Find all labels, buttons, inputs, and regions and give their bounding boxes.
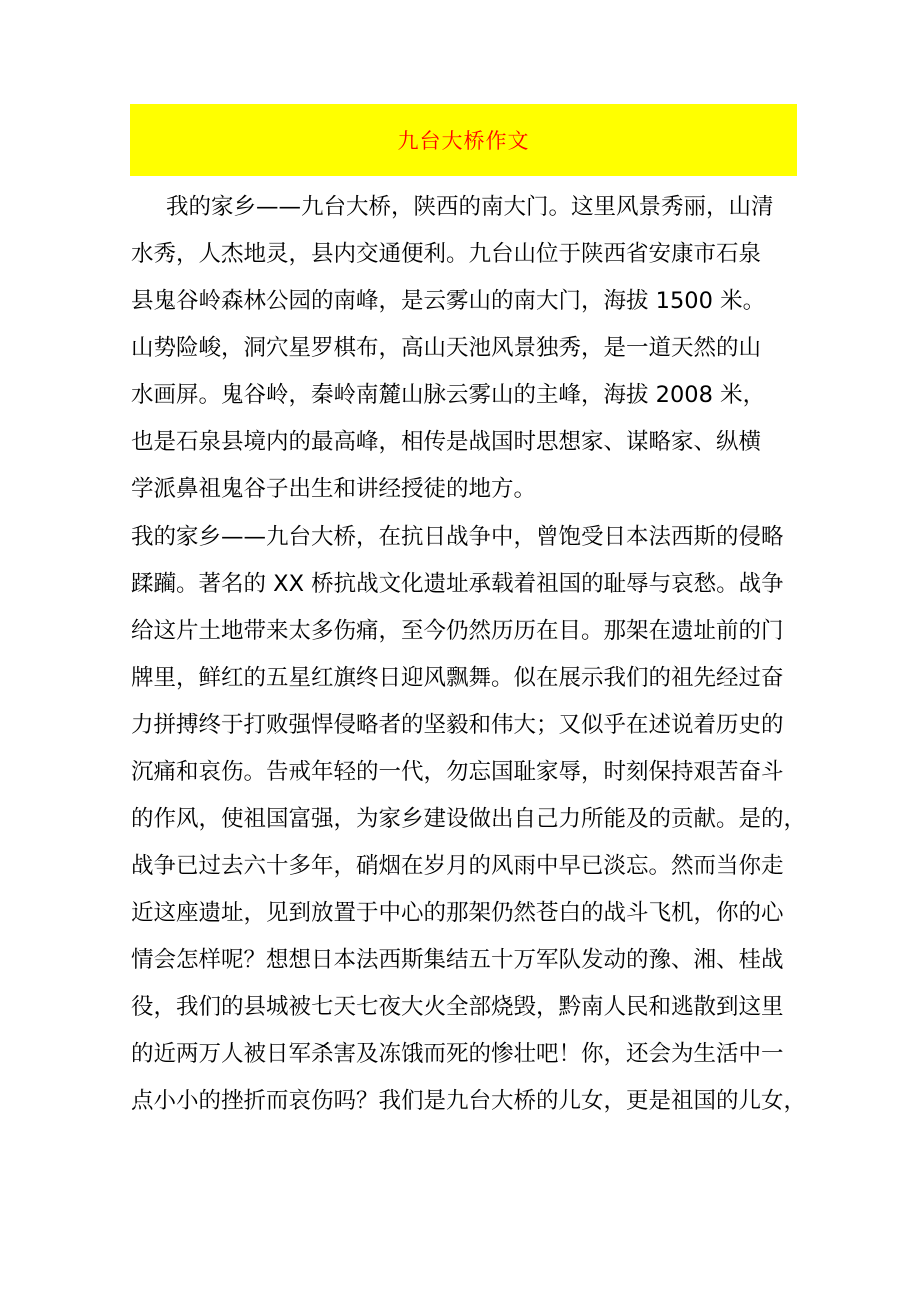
- title-highlight-band: [130, 104, 797, 176]
- paragraph-2-line-5: 力拼搏终于打败强悍侵略者的坚毅和伟大；又似乎在述说着历史的: [131, 712, 784, 738]
- paragraph-2-line-4: 牌里，鲜红的五星红旗终日迎风飘舞。似在展示我们的祖先经过奋: [131, 665, 784, 691]
- paragraph-2-line-9: 近这座遗址，见到放置于中心的那架仍然苍白的战斗飞机，你的心: [131, 900, 784, 926]
- paragraph-1-line-2: 水秀，人杰地灵，县内交通便利。九台山位于陕西省安康市石泉: [131, 241, 762, 267]
- paragraph-2-line-7: 的作风，使祖国富强，为家乡建设做出自己力所能及的贡献。是的，: [131, 806, 807, 832]
- document-title: 九台大桥作文: [397, 129, 530, 153]
- paragraph-2-line-1: 我的家乡——九台大桥，在抗日战争中，曾饱受日本法西斯的侵略: [131, 524, 784, 550]
- paragraph-2-line-13: 点小小的挫折而哀伤吗？我们是九台大桥的儿女，更是祖国的儿女，: [131, 1088, 807, 1114]
- paragraph-1-line-3: 县鬼谷岭森林公园的南峰，是云雾山的南大门，海拔 1500 米。: [131, 288, 766, 314]
- paragraph-2-line-6: 沉痛和哀伤。告戒年轻的一代，勿忘国耻家辱，时刻保持艰苦奋斗: [131, 759, 784, 785]
- paragraph-1-line-4: 山势险峻，洞穴星罗棋布，高山天池风景独秀，是一道天然的山: [131, 335, 762, 361]
- paragraph-1-line-1: 我的家乡——九台大桥，陕西的南大门。这里风景秀丽，山清: [166, 194, 774, 220]
- paragraph-2-line-2: 蹂躏。著名的 XX 桥抗战文化遗址承载着祖国的耻辱与哀愁。战争: [131, 571, 784, 597]
- paragraph-1-line-7: 学派鼻祖鬼谷子出生和讲经授徒的地方。: [131, 476, 537, 502]
- paragraph-1-line-6: 也是石泉县境内的最高峰，相传是战国时思想家、谋略家、纵横: [131, 429, 762, 455]
- paragraph-2-line-12: 的近两万人被日军杀害及冻饿而死的惨壮吧！你，还会为生活中一: [131, 1041, 784, 1067]
- paragraph-1-line-5: 水画屏。鬼谷岭，秦岭南麓山脉云雾山的主峰，海拔 2008 米，: [131, 382, 766, 408]
- paragraph-2-line-10: 情会怎样呢？想想日本法西斯集结五十万军队发动的豫、湘、桂战: [131, 947, 784, 973]
- paragraph-2-line-11: 役，我们的县城被七天七夜大火全部烧毁，黔南人民和逃散到这里: [131, 994, 784, 1020]
- paragraph-2-line-8: 战争已过去六十多年，硝烟在岁月的风雨中早已淡忘。然而当你走: [131, 853, 784, 879]
- paragraph-2-line-3: 给这片土地带来太多伤痛，至今仍然历历在目。那架在遗址前的门: [131, 618, 784, 644]
